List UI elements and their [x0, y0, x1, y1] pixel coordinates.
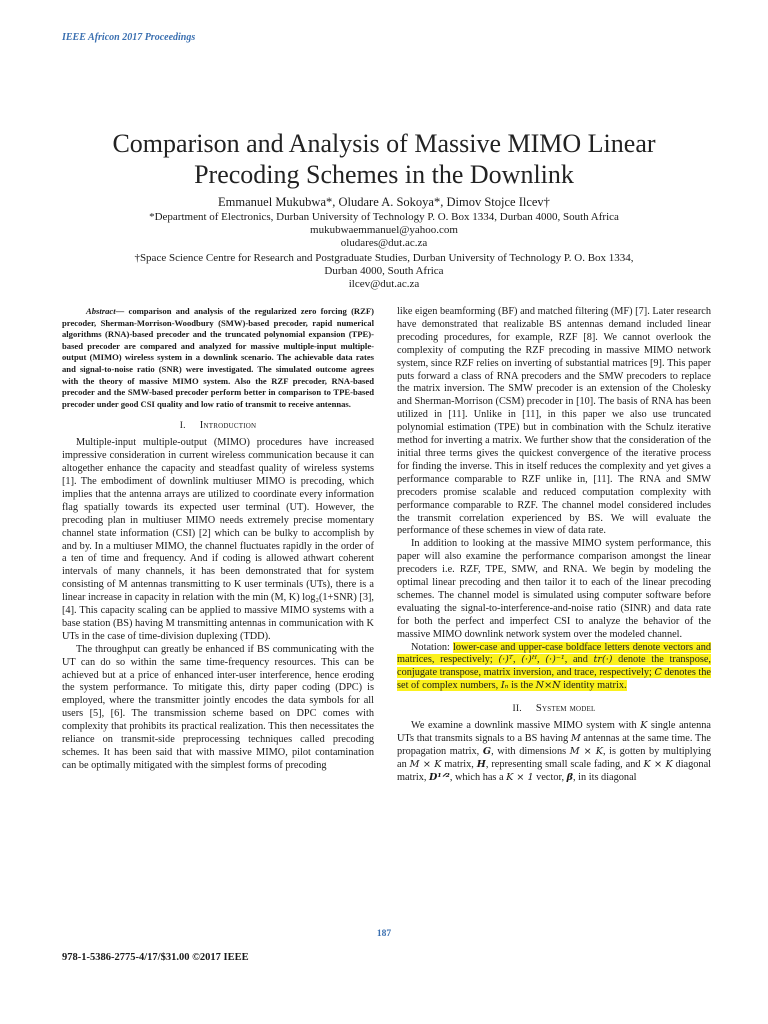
intro-paragraph-1: Multiple-input multiple-output (MIMO) procedures have increased impressive consideration in current wireless communication because it can altogether enhance the capacity and steadfast quality of wireless systems [1]. The embodiment of downlink multiuser MIMO is precoding, which implies that the antenna arrays are utilized to coordinate every information flag spatially towards its expected user terminal (UT). However, the precoding plan in multiuser MIMO needs extremely precise momentary channel state information (CSI) [2] which can be bulky to accomplish by and by. In a multiuser MIMO, the channel fluctuates rapidly in the order of a ten of time and frequency. And if coding is allowed athwart coherent intervals of many channels, it has been demonstrated that for system consisting of M antennas transmitting to K user terminals (UTs), there is a linear increase in capacity in relation with the min (M, K) log₂(1+SNR) [3], [4]. This capacity scaling can be applied to massive MIMO systems with a base station (BS) having M transmitting antennas in communication with K UTs in the case of time-division duplexing (TDD). [62, 437, 374, 642]
dimension-symbol: N×N [535, 680, 561, 692]
right-paragraph-1: like eigen beamforming (BF) and matched filtering (MF) [7]. Later research have demonstrated that realizable BS antennas demand included linear precoding procedures, for example, RZF [8]. We cannot overlook the complexity of computing the RZF precoding in massive MIMO network system, since RZF relies on inverting of substantial matrices [9]. This paper puts forward a class of RNA precoders and the SMW precoders to replace the matrix inversion. The SMW precoder is an extension of the Cholesky and Sherman-Morrison (CSM) precoder in [10]. The basis of RNA has been utilized in [11]. Unlike in [11], in this paper we also use truncated polynomial estimation (TPE) but in combination with the Schulz iterative method for inverting a matrix. We further show that the consideration of the initial three terms gives the quickest convergence of the iterative process for finding the inverse. This in itself reduces the complexity and yet gives a performance comparable to RZF unlike in, [11]. The RNA and SMW precoders promise scalable and reduced computation complexity with performance comparable to RZF. The channel model considered includes the transmit correlation experienced by BS. We will evaluate the performance of these schemes in view of data rate. [397, 306, 711, 537]
right-column [397, 306, 711, 785]
left-column [62, 306, 374, 773]
email-2: oludares@dut.ac.za [340, 237, 428, 249]
running-head: IEEE Africon 2017 Proceedings [62, 32, 196, 43]
transpose-symbol: (·)ᵀ [498, 654, 513, 666]
complex-set-symbol: C [654, 667, 662, 679]
notation-lead: Notation: [411, 641, 453, 653]
author-list: Emmanuel Mukubwa*, Oludare A. Sokoya*, Dimov Stojce Ilcev† [218, 195, 550, 209]
abstract-label: Abstract— [86, 306, 125, 316]
right-paragraph-2: In addition to looking at the massive MIMO system performance, this paper will also examine the performance comparison amongst the linear precoders i.e. RZF, TPE, SMW, and RNA. We begin by modeling the optimal linear precoding and then tailor it to each of the linear precoding schemes. The channel model is simulated using computer software before evaluating the signal-to-interference-and-noise ratio (SINR) and data rate for both the perfect and imperfect CSI to analyze the behavior of the massive MIMO downlink network system over the modeled channel. [397, 538, 711, 640]
affiliation-1: *Department of Electronics, Durban University of Technology P. O. Box 1334, Durban 4000, South Africa [149, 211, 619, 223]
title-line-2: Precoding Schemes in the Downlink [194, 160, 574, 189]
intro-paragraph-2: The throughput can greatly be enhanced if BS communicating with the UT can do so within the same time-frequency resources. This can be achieved but at a price of enhanced inter-user interference, hence eroding the system performance. To mitigate this, dirty paper coding (DPC) is employed, where the transmitter jointly encodes the data symbols for all users [5], [6]. The transmission scheme based on DPC comes with complexity that prohibits its practical realization. This then necessitates the reliance on transmit-side preprocessing techniques called precoding schemes. It has been said that with massive MIMO, pilot contamination can be optimally mitigated with the simplest forms of precoding [62, 643, 374, 771]
copyright-notice: 978-1-5386-2775-4/17/$31.00 ©2017 IEEE [62, 952, 249, 963]
section-number: II. [512, 703, 522, 715]
section-title: Introduction [199, 420, 257, 432]
section-heading-introduction [62, 420, 374, 433]
page-number: 187 [376, 929, 392, 939]
paper-title [0, 128, 768, 190]
notation-highlight: lower-case and upper-case boldface letters denote vectors and matrices, respectively; (·)ᵀ, (·)ᴴ, (·)⁻¹, and tr(·) denote the transpose, conjugate transpose, matrix inversion, and trace, respectively; C denotes the set of complex numbers, Iₙ is the N×N identity matrix. [397, 641, 711, 692]
notation-paragraph [397, 642, 711, 694]
trace-symbol: tr(·) [593, 654, 613, 666]
title-line-1: Comparison and Analysis of Massive MIMO Linear [112, 129, 656, 158]
system-model-paragraph: We examine a downlink massive MIMO system with K single antenna UTs that transmits signals to a BS having M antennas at the same time. The propagation matrix, G, with dimensions M × K, is gotten by multiplying an M × K matrix, H, representing small scale fading, and K × K diagonal matrix, D¹ᐟ², which has a K × 1 vector, β, in its diagonal [397, 720, 711, 783]
inverse-symbol: (·)⁻¹ [545, 654, 565, 666]
abstract [62, 306, 374, 410]
email-1: mukubwaemmanuel@yahoo.com [310, 224, 458, 236]
affiliation-2-line-1: †Space Science Centre for Research and Postgraduate Studies, Durban University of Technology P. O. Box 1334, [134, 252, 634, 264]
identity-symbol: Iₙ [500, 680, 509, 692]
section-title: System model [535, 703, 596, 715]
affiliation-2-line-2: Durban 4000, South Africa [324, 265, 444, 277]
section-heading-system-model [397, 703, 711, 716]
section-number: I. [179, 420, 186, 432]
email-3: ilcev@dut.ac.za [348, 278, 420, 290]
conjugate-transpose-symbol: (·)ᴴ [521, 654, 538, 666]
abstract-text: comparison and analysis of the regularized zero forcing (RZF) precoder, Sherman-Morrison-Woodbury (SMW)-based precoder, rapid numerical algorithms (RNA)-based precoder and the truncated polynomial expansion (TPE)-based precoder are compared and analyzed for massive multiple-input multiple-output (MIMO) wireless system in a downlink scenario. The achievable data rates and signal-to-noise ratio (SNR) were investigated. The simulated outcome agrees with the theory of massive MIMO system. Also the RZF precoder, RNA-based precoder and the SMW-based precoder perform better in comparison to TPE-based precoder under good CSI quality and low ratio of transmit to receive antennas. [62, 306, 374, 409]
